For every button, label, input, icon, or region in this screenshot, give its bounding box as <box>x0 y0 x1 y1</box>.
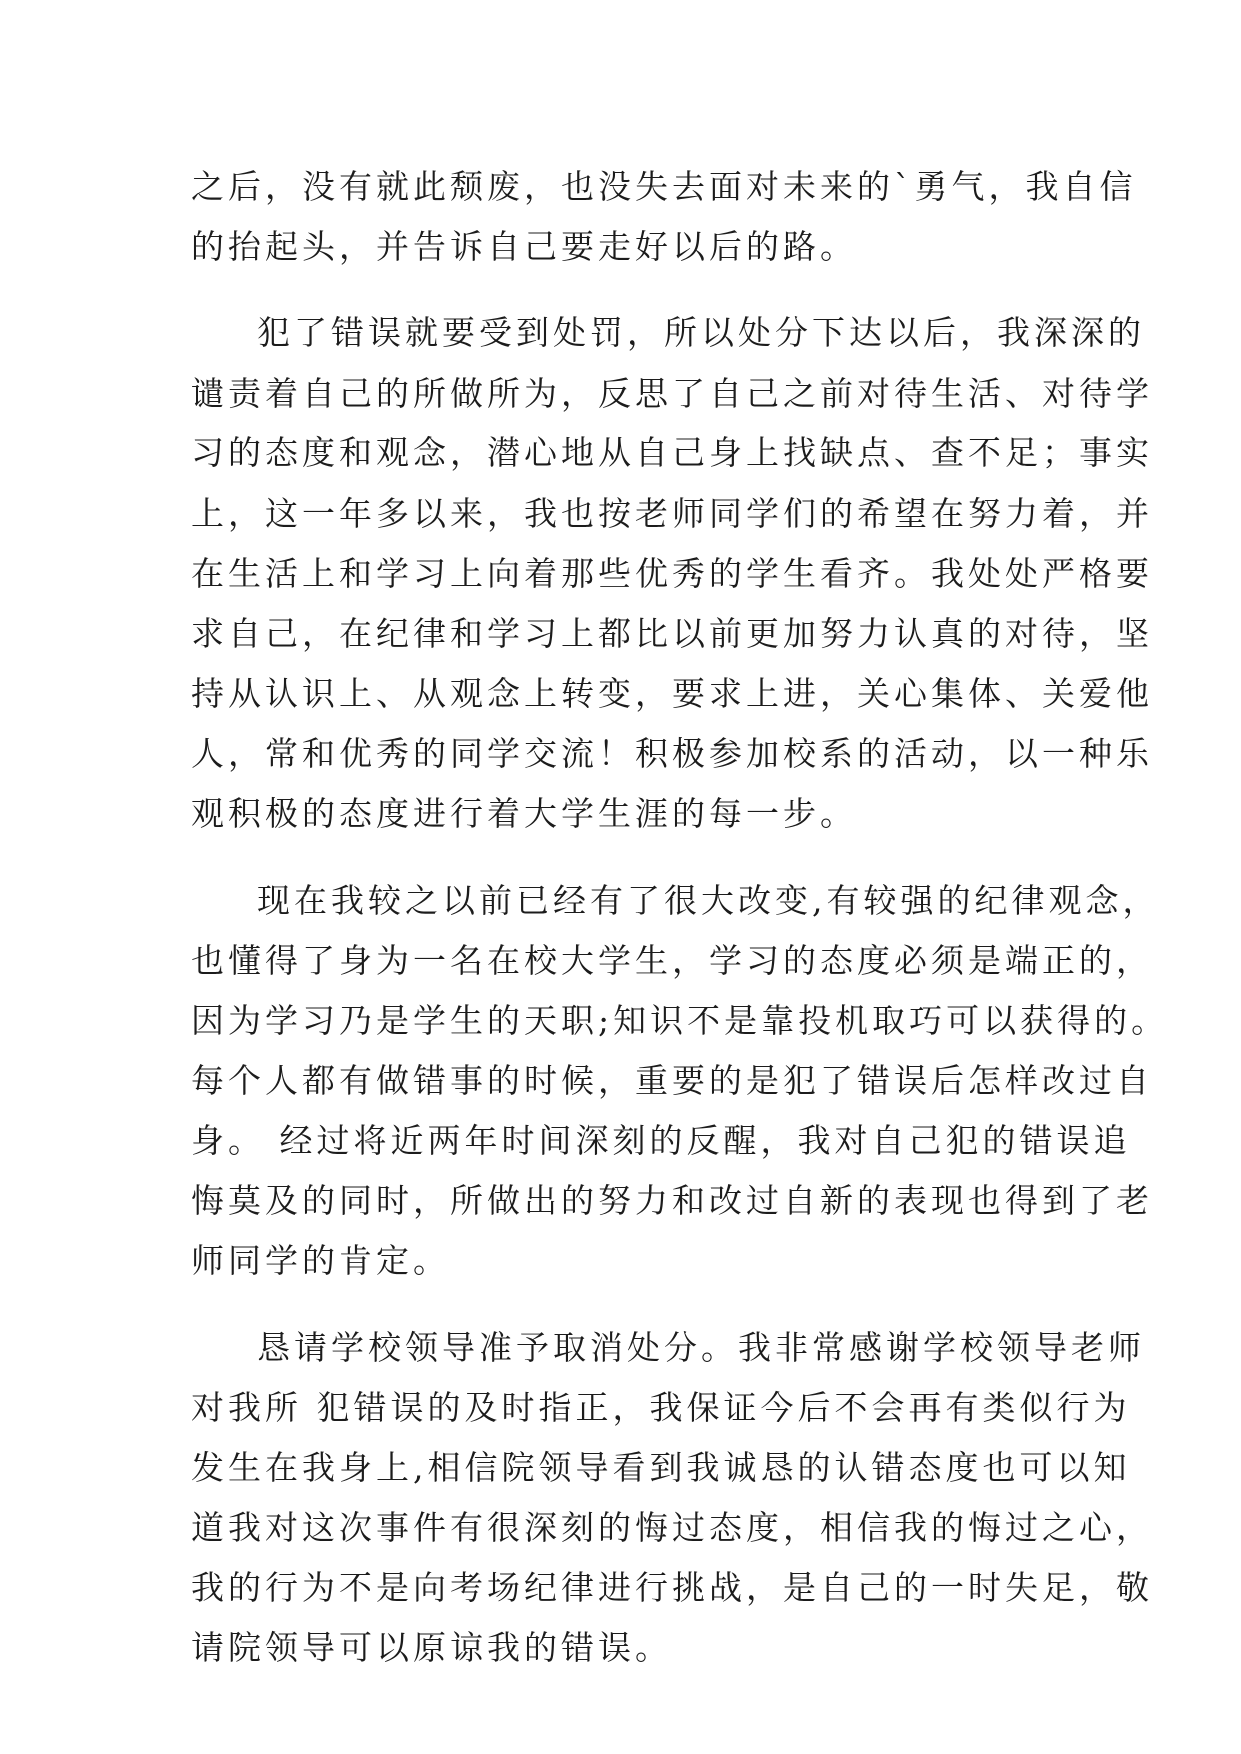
text-line: 之后，没有就此颓废，也没失去面对未来的`勇气，我自信 <box>191 167 1137 206</box>
text-line: 也懂得了身为一名在校大学生，学习的态度必须是端正的， <box>191 941 1153 980</box>
text-line: 我的行为不是向考场纪律进行挑战，是自己的一时失足，敬 <box>191 1568 1153 1607</box>
text-line: 因为学习乃是学生的天职;知识不是靠投机取巧可以获得的。 <box>191 1001 1169 1040</box>
text-line: 求自己，在纪律和学习上都比以前更加努力认真的对待，坚 <box>191 614 1153 653</box>
text-line: 对我所 犯错误的及时指正，我保证今后不会再有类似行为 <box>191 1388 1131 1427</box>
text-line: 身。 经过将近两年时间深刻的反醒，我对自己犯的错误追 <box>191 1121 1131 1160</box>
text-line: 人，常和优秀的同学交流！积极参加校系的活动，以一种乐 <box>191 734 1153 773</box>
text-line: 在生活上和学习上向着那些优秀的学生看齐。我处处严格要 <box>191 554 1153 593</box>
text-line: 的抬起头，并告诉自己要走好以后的路。 <box>191 227 857 266</box>
text-line: 每个人都有做错事的时候，重要的是犯了错误后怎样改过自 <box>191 1061 1153 1100</box>
text-line: 习的态度和观念，潜心地从自己身上找缺点、查不足；事实 <box>191 433 1153 472</box>
text-line: 道我对这次事件有很深刻的悔过态度，相信我的悔过之心， <box>191 1508 1153 1547</box>
text-line: 上，这一年多以来，我也按老师同学们的希望在努力着，并 <box>191 494 1153 533</box>
paragraph-first-line: 现在我较之以前已经有了很大改变,有较强的纪律观念， <box>257 881 1160 920</box>
text-line: 发生在我身上,相信院领导看到我诚恳的认错态度也可以知 <box>191 1448 1131 1487</box>
paragraph-first-line: 恳请学校领导准予取消处分。我非常感谢学校领导老师 <box>257 1328 1145 1367</box>
text-line: 谴责着自己的所做所为，反思了自己之前对待生活、对待学 <box>191 374 1153 413</box>
text-line: 悔莫及的同时，所做出的努力和改过自新的表现也得到了老 <box>191 1181 1153 1220</box>
text-line: 持从认识上、从观念上转变，要求上进，关心集体、关爱他 <box>191 674 1153 713</box>
text-line: 请院领导可以原谅我的错误。 <box>191 1628 672 1667</box>
paragraph-first-line: 犯了错误就要受到处罚，所以处分下达以后，我深深的 <box>257 313 1145 352</box>
text-line: 观积极的态度进行着大学生涯的每一步。 <box>191 794 857 833</box>
text-line: 师同学的肯定。 <box>191 1241 450 1280</box>
